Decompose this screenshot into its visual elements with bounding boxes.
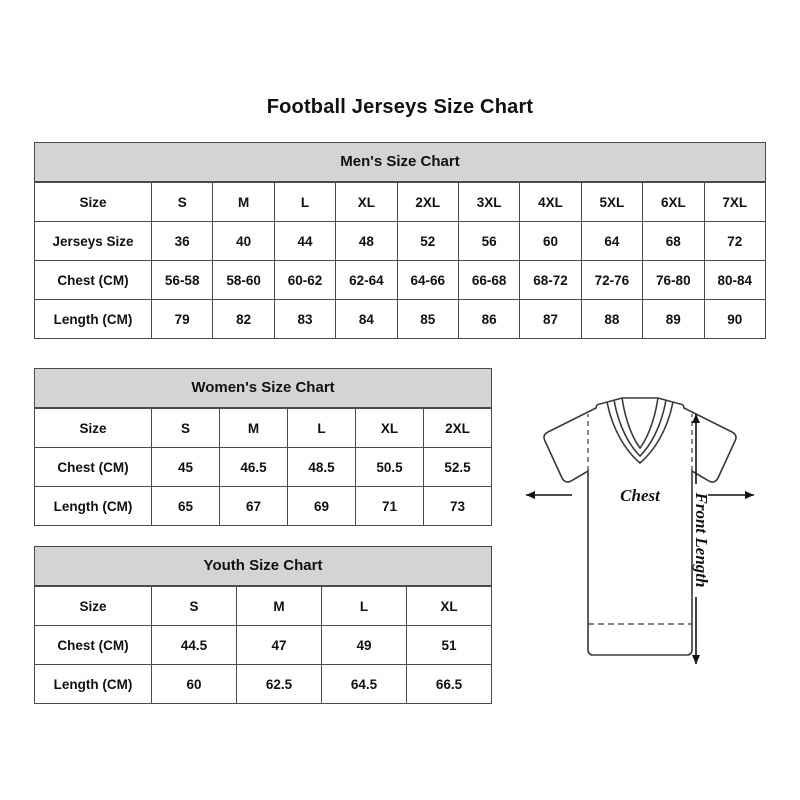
- table-row: [35, 409, 492, 448]
- cell: 49: [322, 626, 407, 665]
- cell: 64-66: [397, 261, 458, 300]
- cell: 83: [274, 300, 335, 339]
- row-label: Chest (CM): [35, 261, 152, 300]
- row-label: Length (CM): [35, 300, 152, 339]
- cell: 44.5: [152, 626, 237, 665]
- cell: XL: [336, 183, 397, 222]
- cell: 4XL: [520, 183, 581, 222]
- cell: M: [213, 183, 274, 222]
- cell: 87: [520, 300, 581, 339]
- front-length-measure-label: Front Length: [692, 492, 711, 588]
- cell: 46.5: [220, 448, 288, 487]
- cell: 64: [581, 222, 642, 261]
- cell: 3XL: [458, 183, 519, 222]
- cell: 79: [152, 300, 213, 339]
- cell: L: [274, 183, 335, 222]
- row-label: Size: [35, 183, 152, 222]
- youth-size-chart-section: [34, 546, 492, 704]
- cell: S: [152, 409, 220, 448]
- row-label: Jerseys Size: [35, 222, 152, 261]
- cell: 72: [704, 222, 765, 261]
- cell: 52.5: [424, 448, 492, 487]
- row-label: Chest (CM): [35, 626, 152, 665]
- cell: 72-76: [581, 261, 642, 300]
- table-row: [35, 665, 492, 704]
- cell: 47: [237, 626, 322, 665]
- table-row: [35, 587, 492, 626]
- row-label: Length (CM): [35, 487, 152, 526]
- cell: 6XL: [643, 183, 704, 222]
- cell: M: [220, 409, 288, 448]
- cell: 82: [213, 300, 274, 339]
- cell: 71: [356, 487, 424, 526]
- cell: 2XL: [397, 183, 458, 222]
- cell: 68: [643, 222, 704, 261]
- cell: 51: [407, 626, 492, 665]
- table-row: [35, 222, 766, 261]
- cell: 90: [704, 300, 765, 339]
- cell: S: [152, 587, 237, 626]
- cell: 88: [581, 300, 642, 339]
- cell: 86: [458, 300, 519, 339]
- table-row: [35, 487, 492, 526]
- table-row: [35, 183, 766, 222]
- cell: 85: [397, 300, 458, 339]
- youth-size-chart-table: [34, 586, 492, 704]
- cell: 7XL: [704, 183, 765, 222]
- cell: 56-58: [152, 261, 213, 300]
- cell: 64.5: [322, 665, 407, 704]
- cell: 62-64: [336, 261, 397, 300]
- table-row: [35, 261, 766, 300]
- womens-size-chart-heading: Women's Size Chart: [34, 368, 492, 408]
- cell: 58-60: [213, 261, 274, 300]
- cell: 66-68: [458, 261, 519, 300]
- cell: 52: [397, 222, 458, 261]
- cell: 48.5: [288, 448, 356, 487]
- youth-size-chart-heading: Youth Size Chart: [34, 546, 492, 586]
- cell: 66.5: [407, 665, 492, 704]
- cell: 89: [643, 300, 704, 339]
- cell: 44: [274, 222, 335, 261]
- cell: 48: [336, 222, 397, 261]
- cell: 76-80: [643, 261, 704, 300]
- cell: 84: [336, 300, 397, 339]
- cell: 60: [520, 222, 581, 261]
- table-row: [35, 300, 766, 339]
- cell: 2XL: [424, 409, 492, 448]
- cell: L: [322, 587, 407, 626]
- cell: 69: [288, 487, 356, 526]
- mens-size-chart-heading: Men's Size Chart: [34, 142, 766, 182]
- cell: 56: [458, 222, 519, 261]
- cell: 62.5: [237, 665, 322, 704]
- cell: 45: [152, 448, 220, 487]
- mens-size-chart-table: [34, 182, 766, 339]
- cell: XL: [407, 587, 492, 626]
- cell: 68-72: [520, 261, 581, 300]
- jersey-measurement-diagram: [500, 392, 780, 692]
- table-row: [35, 448, 492, 487]
- cell: XL: [356, 409, 424, 448]
- cell: 65: [152, 487, 220, 526]
- cell: 40: [213, 222, 274, 261]
- row-label: Chest (CM): [35, 448, 152, 487]
- cell: 5XL: [581, 183, 642, 222]
- mens-size-chart-section: [34, 142, 766, 339]
- cell: 80-84: [704, 261, 765, 300]
- cell: 73: [424, 487, 492, 526]
- cell: S: [152, 183, 213, 222]
- cell: 67: [220, 487, 288, 526]
- chest-measure-label: Chest: [620, 486, 660, 505]
- cell: 60-62: [274, 261, 335, 300]
- cell: M: [237, 587, 322, 626]
- womens-size-chart-table: [34, 408, 492, 526]
- cell: 50.5: [356, 448, 424, 487]
- womens-size-chart-section: [34, 368, 492, 526]
- row-label: Length (CM): [35, 665, 152, 704]
- cell: 60: [152, 665, 237, 704]
- cell: L: [288, 409, 356, 448]
- cell: 36: [152, 222, 213, 261]
- table-row: [35, 626, 492, 665]
- row-label: Size: [35, 409, 152, 448]
- row-label: Size: [35, 587, 152, 626]
- page-title: Football Jerseys Size Chart: [266, 96, 534, 118]
